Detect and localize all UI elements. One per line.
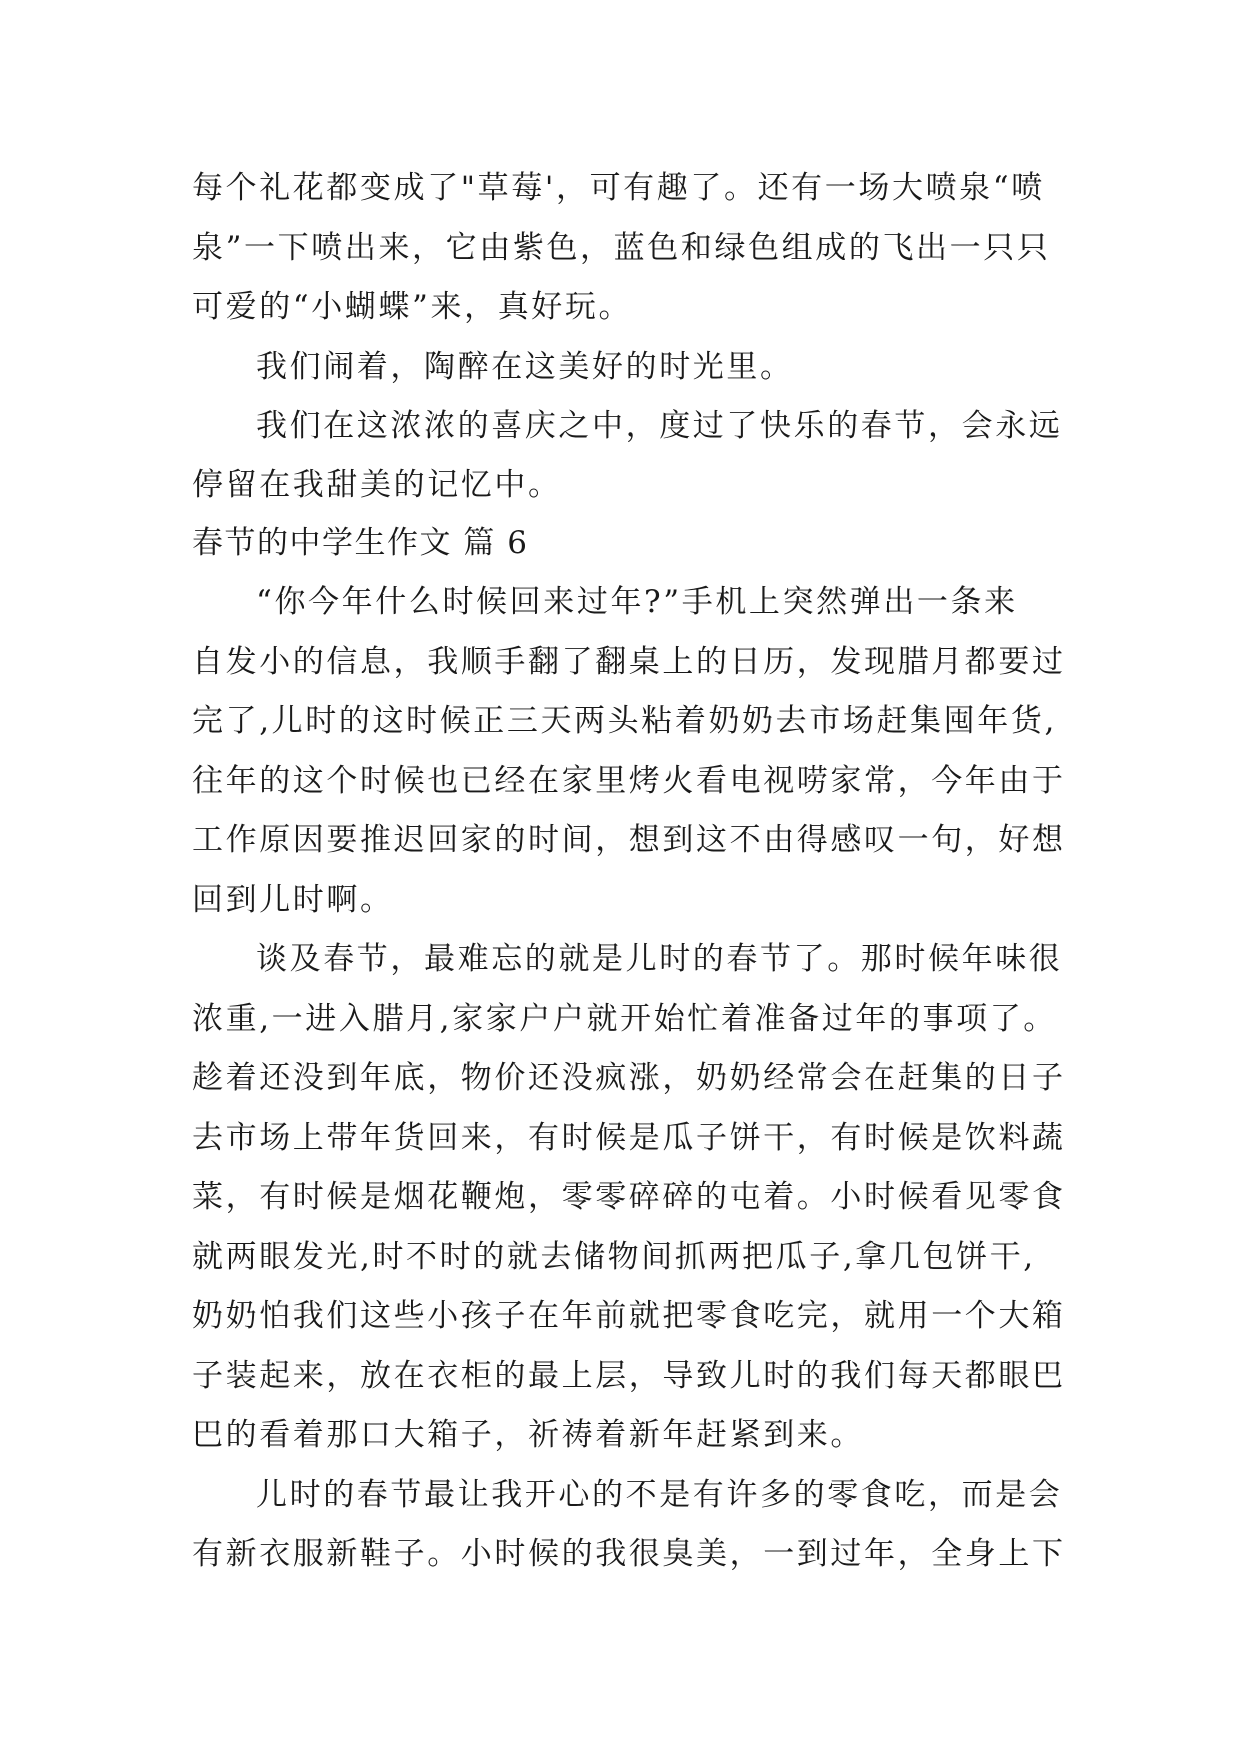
text-line: 浓重,一进入腊月,家家户户就开始忙着准备过年的事项了。 (192, 1001, 1057, 1037)
text-line: 自发小的信息，我顺手翻了翻桌上的日历，发现腊月都要过 (192, 644, 1066, 680)
text-line: 奶奶怕我们这些小孩子在年前就把零食吃完，就用一个大箱 (192, 1298, 1066, 1334)
text-line: 回到儿时啊。 (192, 882, 394, 918)
section-heading: 春节的中学生作文 篇 6 (192, 525, 529, 561)
text-line: 巴的看着那口大箱子，祈祷着新年赶紧到来。 (192, 1417, 864, 1453)
text-line: 工作原因要推迟回家的时间，想到这不由得感叹一句，好想 (192, 822, 1066, 858)
text-line: 停留在我甜美的记忆中。 (192, 467, 562, 503)
text-line: 去市场上带年货回来，有时候是瓜子饼干，有时候是饮料蔬 (192, 1120, 1066, 1156)
text-line: 子装起来，放在衣柜的最上层，导致儿时的我们每天都眼巴 (192, 1358, 1066, 1394)
text-line: “你今年什么时候回来过年?”手机上突然弹出一条来 (256, 584, 1018, 620)
text-line: 谈及春节，最难忘的就是儿时的春节了。那时候年味很 (256, 941, 1063, 977)
text-line: 有新衣服新鞋子。小时候的我很臭美，一到过年，全身上下 (192, 1536, 1066, 1572)
text-line: 儿时的春节最让我开心的不是有许多的零食吃，而是会 (256, 1477, 1063, 1513)
text-line: 我们在这浓浓的喜庆之中，度过了快乐的春节，会永远 (256, 408, 1063, 444)
text-line: 可爱的“小蝴蝶”来，真好玩。 (192, 289, 633, 325)
text-line: 每个礼花都变成了"草莓'，可有趣了。还有一场大喷泉“喷 (192, 170, 1045, 206)
text-line: 泉”一下喷出来，它由紫色，蓝色和绿色组成的飞出一只只 (192, 230, 1051, 266)
text-line: 我们闹着，陶醉在这美好的时光里。 (256, 349, 794, 385)
text-line: 就两眼发光,时不时的就去储物间抓两把瓜子,拿几包饼干, (192, 1239, 1036, 1275)
text-line: 往年的这个时候也已经在家里烤火看电视唠家常，今年由于 (192, 763, 1066, 799)
text-line: 菜，有时候是烟花鞭炮，零零碎碎的屯着。小时候看见零食 (192, 1179, 1066, 1215)
text-line: 趁着还没到年底，物价还没疯涨，奶奶经常会在赶集的日子 (192, 1060, 1066, 1096)
text-line: 完了,儿时的这时候正三天两头粘着奶奶去市场赶集囤年货, (192, 703, 1057, 739)
